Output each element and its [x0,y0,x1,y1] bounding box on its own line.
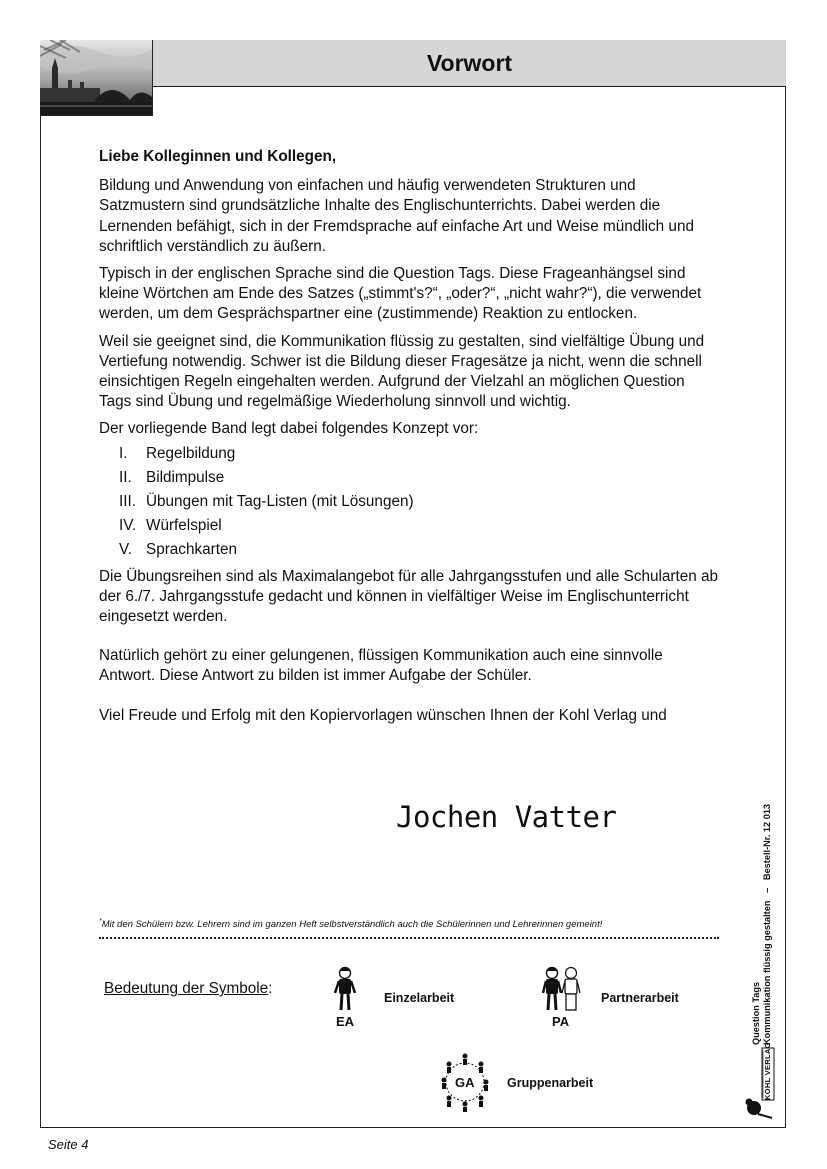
signature: Jochen Vatter [396,800,617,834]
list-item [99,442,719,466]
list-number: II. [119,468,132,486]
page-title: Vorwort [426,49,513,76]
footnote-marker: * [99,918,102,925]
single-person-icon [334,966,356,1019]
paragraph: Weil sie geeignet sind, die Kommunikation flüssig zu gestalten, sind vielfältige Übung und Vertiefung notwendig. Schwer ist die Bildung dieser Fragesätze ja nicht, wenn die schnell einsichtigen Regeln eingehalten werden. Aufgrund der Vielzahl an möglichen Question Tags sind Übung und regelmäßige Wiederholung sinnvoll und wichtig. [99,332,705,411]
list-label: Bildimpulse [146,468,225,486]
paragraph: Typisch in der englischen Sprache sind die Question Tags. Diese Frageanhängsel sind kleine Wörtchen am Ende des Satzes („stimmt's?“, „oder?“, „nicht wahr?“), die verwendet werden, um dem Gesprächspartner eine (zustimmende) Reaktion zu entlocken. [99,265,702,323]
paragraph: Der vorliegende Band legt dabei folgendes Konzept vor: [99,420,479,438]
closing-line: Viel Freude und Erfolg mit den Kopiervorlagen wünschen Ihnen der Kohl Verlag und [99,706,667,724]
list-label: Regelbildung [146,444,236,462]
pa-code: PA [552,1014,570,1029]
publisher-name [763,1040,772,1100]
publisher-logo [744,1040,778,1125]
list-item [99,514,719,538]
title-bar [153,40,786,87]
list-item [99,490,719,514]
list-item [99,466,719,490]
list-label: Übungen mit Tag-Listen (mit Lösungen) [146,492,414,510]
publisher-name-text: KOHL VERLAG [763,1042,772,1100]
order-number: Bestell-Nr. 12 013 [762,803,772,881]
ga-label: Gruppenarbeit [507,1076,594,1090]
page-number: Seite 4 [48,1137,89,1152]
paragraph: Die Übungsreihen sind als Maximalangebot für alle Jahrgangsstufen und alle Schularten ab der 6./7. Jahrgangsstufe gedacht und können in vielfältiger Weise im Englischunterricht eingesetzt werden. [99,567,719,626]
london-skyline-image [40,40,153,116]
list-number: IV. [119,516,137,534]
ea-code: EA [336,1014,355,1029]
sidebar-series: Question Tags [751,981,761,1045]
symbols-heading-colon: : [268,980,273,997]
list-item [99,538,719,562]
two-persons-icon [542,966,582,1019]
greeting: Liebe Kolleginnen und Kollegen, [99,148,337,165]
list-label: Würfelspiel [146,516,222,534]
footnote [99,918,719,930]
pa-label: Partnerarbeit [601,991,679,1005]
list-number: I. [119,444,128,462]
paragraph: Bildung und Anwendung von einfachen und häufig verwendeten Strukturen und Satzmustern sind grundsätzliche Inhalte des Englischunterrichts. Dabei werden die Lernenden befähigt, sich in der Fremdsprache auf einfache Art und Weise mündlich und schriftlich verständlich zu äußern. [99,177,694,255]
list-label: Sprachkarten [146,540,237,558]
ea-label: Einzelarbeit [384,991,455,1005]
letter-body [99,147,719,733]
symbols-heading-text: Bedeutung der Symbole [104,980,269,997]
symbols-heading [104,980,272,998]
list-number: III. [119,492,136,510]
sidebar-separator: – [762,887,772,893]
paragraph: Natürlich gehört zu einer gelungenen, flüssigen Kommunikation auch eine sinnvolle Antwort. Diese Antwort zu bilden ist immer Aufgabe der Schüler. [99,647,663,685]
ga-code: GA [455,1075,475,1090]
footnote-text: Mit den Schülern bzw. Lehrern sind im ganzen Heft selbstverständlich auch die Schülerinnen und Lehrerinnen gemeint! [101,919,603,931]
sidebar-info [751,745,773,1045]
sidebar-subtitle: Kommunikation flüssig gestalten [762,900,772,1045]
dotted-divider [99,937,719,939]
concept-list [99,442,719,562]
list-number: V. [119,540,133,558]
